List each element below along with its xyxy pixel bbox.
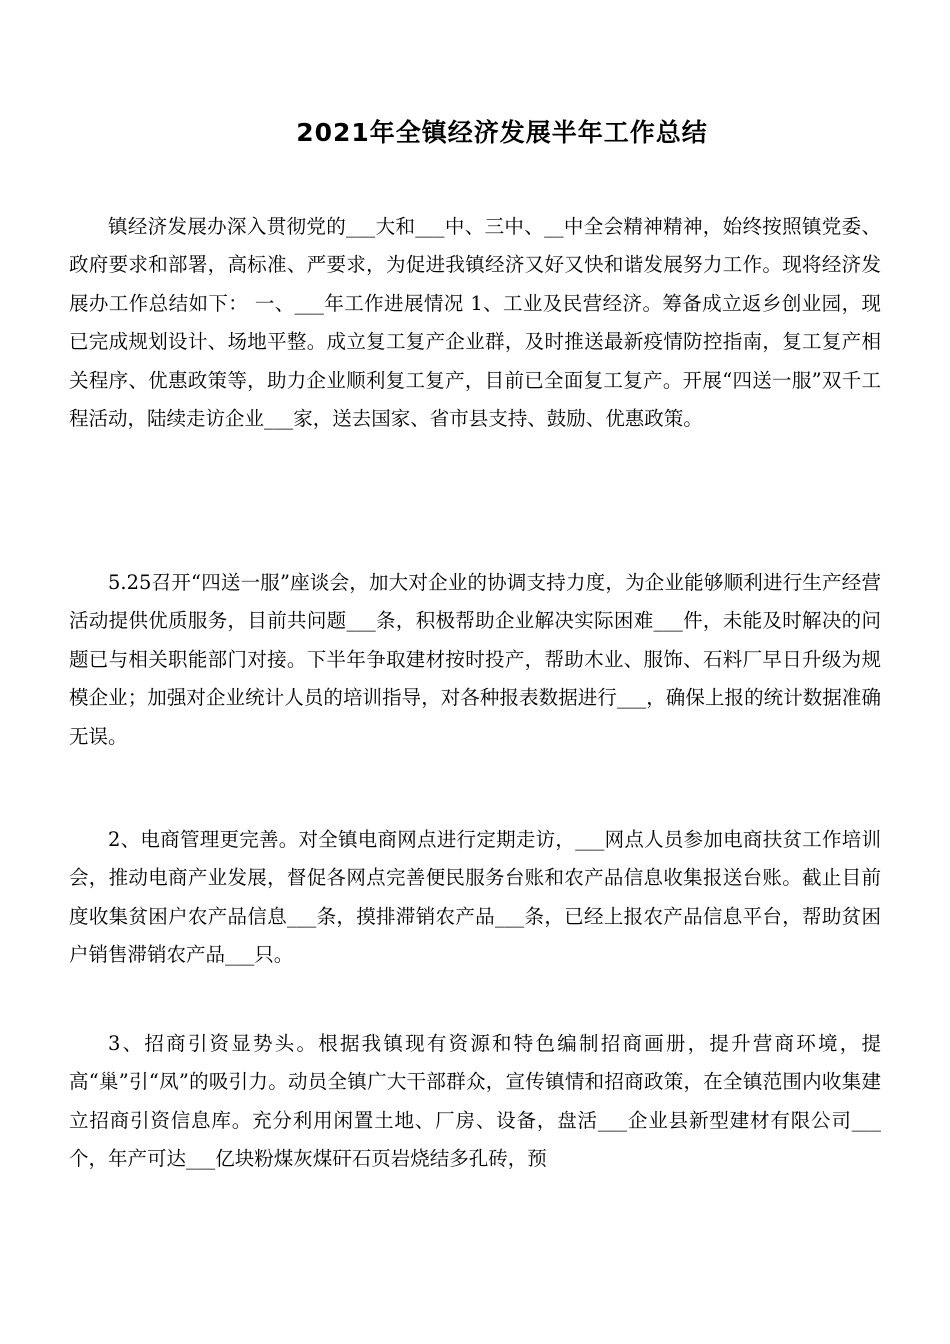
paragraph: 5.25召开“四送一服”座谈会，加大对企业的协调支持力度，为企业能够顺利进行生产经营活动提供优质服务，目前共问题___条，积极帮助企业解决实际困难___件，未能及时解决的问题已与相关职能部门对接。下半年争取建材按时投产，帮助木业、服饰、石料厂早日升级为规模企业；加强对企业统计人员的培训指导，对各种报表数据进行___，确保上报的统计数据准确无误。: [69, 571, 881, 748]
paragraph-section-1: [69, 208, 881, 438]
paragraph-section-2: [69, 564, 881, 756]
paragraph: 2、电商管理更完善。对全镇电商网点进行定期走访，___网点人员参加电商扶贫工作培训会，推动电商产业发展，督促各网点完善便民服务台账和农产品信息收集报送台账。截止目前度收集贫困户农产品信息___条，摸排滞销农产品___条，已经上报农产品信息平台，帮助贫困户销售滞销农产品___只。: [69, 828, 881, 967]
paragraph: 镇经济发展办深入贯彻党的___大和___中、三中、__中全会精神精神，始终按照镇党委、政府要求和部署，高标准、严要求，为促进我镇经济又好又快和谐发展努力工作。现将经济发展办工作总结如下： 一、___年工作进展情况 1、工业及民营经济。筹备成立返乡创业园，现已完成规划设计、场地平整。成立复工复产企业群，及时推送最新疫情防控指南，复工复产相关程序、优惠政策等，助力企业顺利复工复产，目前已全面复工复产。开展“四送一服”双千工程活动，陆续走访企业___家，送去国家、省市县支持、鼓励、优惠政策。: [69, 215, 881, 431]
paragraph: 3、招商引资显势头。根据我镇现有资源和特色编制招商画册，提升营商环境，提高“巢”引“凤”的吸引力。动员全镇广大干部群众，宣传镇情和招商政策，在全镇范围内收集建立招商引资信息库。充分利用闲置土地、厂房、设备，盘活___企业县新型建材有限公司___个，年产可达___亿块粉煤灰煤矸石页岩烧结多孔砖，预: [69, 1032, 881, 1171]
paragraph-section-4: [69, 1025, 881, 1179]
document-title: 2021年全镇经济发展半年工作总结: [296, 117, 708, 147]
paragraph-section-3: [69, 821, 881, 975]
